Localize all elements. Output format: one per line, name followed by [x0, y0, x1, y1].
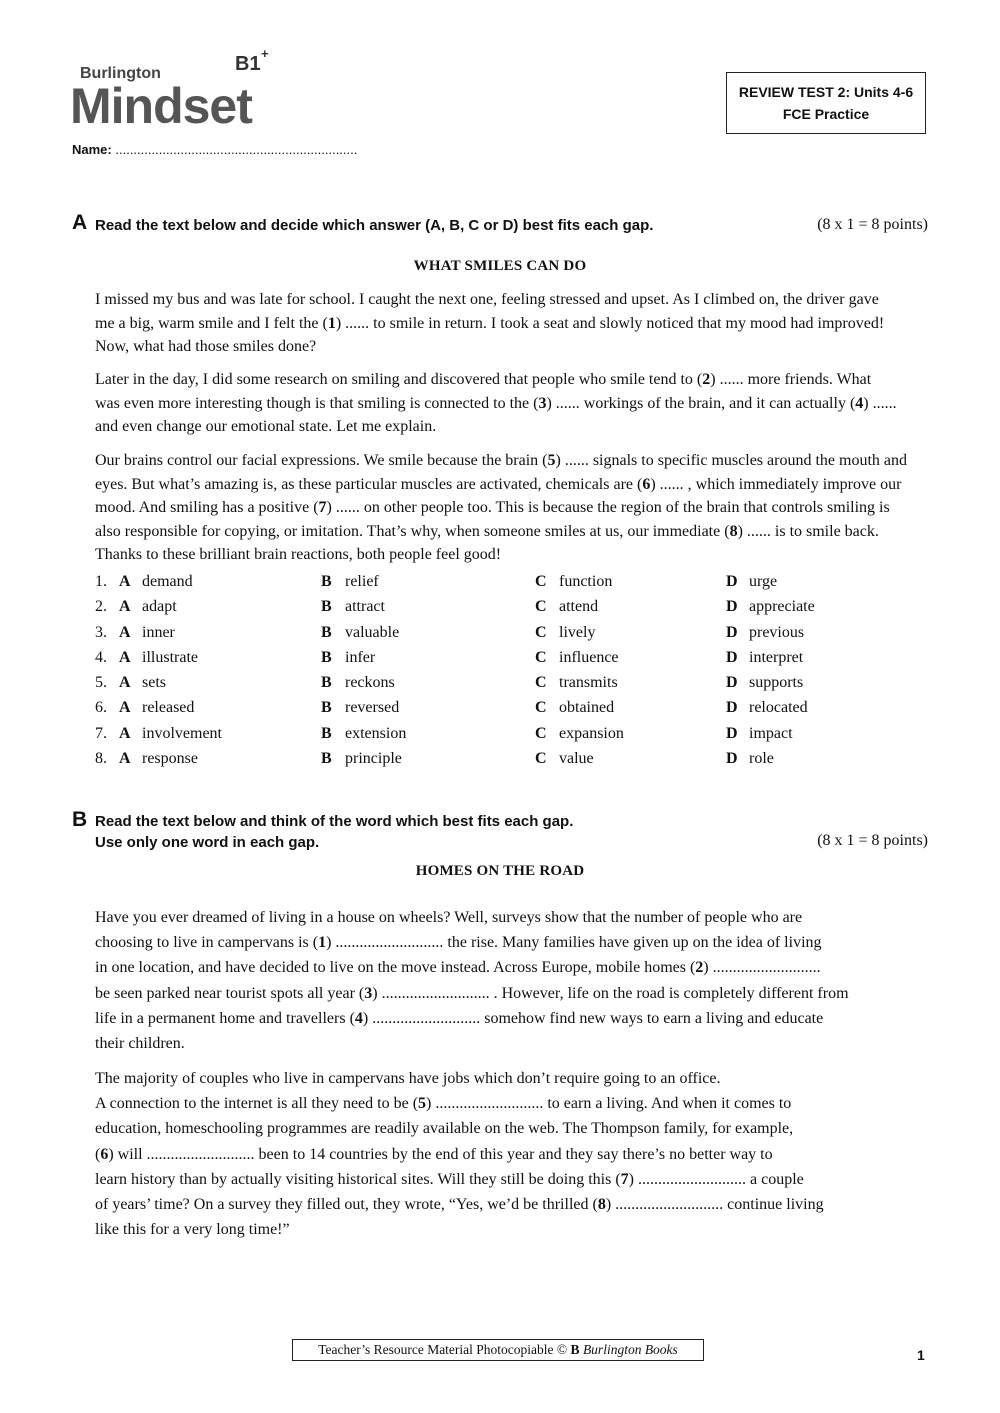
burlington-mindset-logo — [68, 48, 283, 130]
section-b-paragraph-1: Have you ever dreamed of living in a house on wheels? Well, surveys show that the number of people who are choosing to live in campervans is (1) ........................... the rise. Many families have given up on the idea of living in one location, and have decided to live on the move instead. Across Europe, mobile homes (2) ........................... be seen parked near tourist spots all year (3) ........................... . However, life on the road is completely different from life in a permanent home and travellers (4) ........................... somehow find new ways to earn a living and educate their children. — [95, 909, 849, 1053]
section-b-instruction — [95, 811, 573, 853]
option-2-d[interactable]: appreciate — [749, 598, 815, 616]
option-5-c[interactable]: transmits — [559, 674, 618, 692]
option-6-d[interactable]: relocated — [749, 699, 808, 717]
page-number: 1 — [917, 1347, 925, 1363]
option-8-a[interactable]: response — [142, 750, 198, 768]
review-test-box — [726, 72, 926, 134]
section-a-paragraph-2: Later in the day, I did some research on smiling and discovered that people who smile tend to (2) ...... more friends. What was even more interesting though is that smiling is connected to the (3) ...... workings of the brain, and it can actually (4) ...... and even change our emotional state. Let me explain. — [95, 371, 897, 435]
option-6-b[interactable]: reversed — [345, 699, 400, 717]
option-row-2: 2. A adapt B attract C attend D appreciate — [95, 598, 815, 616]
option-5-d[interactable]: supports — [749, 674, 804, 692]
option-3-c[interactable]: lively — [559, 623, 596, 641]
section-b-instruction-line-1: Read the text below and think of the word which best fits each gap. — [95, 813, 574, 830]
option-1-c[interactable]: function — [559, 573, 613, 590]
logo-level-text: B1 — [235, 53, 261, 75]
option-row-1: 1. A demand B relief C function D urge — [95, 573, 778, 590]
option-6-c[interactable]: obtained — [559, 699, 615, 717]
option-row-5: 5. A sets B reckons C transmits D supports — [95, 674, 804, 692]
option-8-c[interactable]: value — [559, 750, 594, 768]
option-2-a[interactable]: adapt — [142, 598, 177, 616]
option-row-3: 3. A inner B valuable C lively D previous — [95, 623, 805, 641]
burlington-mark-icon: B — [570, 1342, 580, 1357]
section-b-paragraph-2: The majority of couples who live in campervans have jobs which don’t require going to an office. A connection to the internet is all they need to be (5) ........................... to earn a living. And when it comes to education, homeschooling programmes are readily available on the web. The Thompson family, for example, (6) will ........................... been to 14 countries by the end of this year and they say there’s no better way to learn history than by actually visiting historical sites. Will they still be doing this (7) ........................... a couple of years’ time? On a survey they filled out, they wrote, “Yes, we’d be thrilled (8) ........................... continue living like this for a very long time!” — [95, 1070, 824, 1239]
option-5-b[interactable]: reckons — [345, 674, 395, 692]
section-b-instruction-line-2: Use only one word in each gap. — [95, 834, 320, 851]
name-field[interactable] — [72, 142, 357, 157]
option-row-7: 7. A involvement B extension C expansion D impact — [95, 724, 793, 742]
option-row-4: 4. A illustrate B infer C influence D interpret — [95, 648, 804, 666]
logo-brand-text: Burlington — [80, 65, 161, 82]
option-3-a[interactable]: inner — [142, 623, 175, 641]
option-5-a[interactable]: sets — [142, 674, 166, 692]
option-2-b[interactable]: attract — [345, 598, 385, 616]
review-test-title: REVIEW TEST 2: Units 4-6 — [738, 84, 914, 100]
section-b-text-title: HOMES ON THE ROAD — [415, 863, 585, 879]
section-a-paragraph-3: Our brains control our facial expressions. We smile because the brain (5) ...... signals to specific muscles around the mouth and eyes. But what’s amazing is, as these particular muscles are activated, chemicals are (6) ...... , which immediately improve our mood. And smiling has a positive (7) ...... on other people too. This is because the region of the brain that controls smiling is also responsible for copying, or imitation. That’s why, when someone smiles at us, our immediate (8) ...... is to smile back. Thanks to these brilliant brain reactions, both people feel good! — [95, 452, 907, 563]
section-b-points: (8 x 1 = 8 points) — [817, 832, 928, 849]
option-4-c[interactable]: influence — [559, 648, 619, 666]
option-2-c[interactable]: attend — [559, 598, 599, 616]
review-test-subtitle: FCE Practice — [782, 106, 870, 122]
section-a-letter: A — [72, 211, 88, 234]
option-4-d[interactable]: interpret — [749, 648, 804, 666]
name-label: Name: — [72, 142, 112, 157]
option-4-b[interactable]: infer — [345, 648, 376, 666]
section-a-text-title: WHAT SMILES CAN DO — [413, 258, 587, 274]
multiple-choice-options — [95, 573, 915, 775]
option-3-b[interactable]: valuable — [345, 623, 400, 641]
option-6-a[interactable]: released — [142, 699, 195, 717]
option-7-a[interactable]: involvement — [142, 724, 222, 742]
section-b-letter: B — [72, 808, 88, 831]
logo-level-superscript: + — [261, 48, 269, 61]
name-dots: ................................................................... — [115, 142, 358, 157]
option-1-d[interactable]: urge — [749, 573, 778, 590]
option-row-8: 8. A response B principle C value D role — [95, 750, 774, 768]
logo-title-text: Mindset — [70, 78, 252, 130]
option-4-a[interactable]: illustrate — [142, 648, 198, 666]
option-8-b[interactable]: principle — [345, 750, 402, 768]
section-a-paragraph-1: I missed my bus and was late for school. I caught the next one, feeling stressed and upset. As I climbed on, the driver gave me a big, warm smile and I felt the (1) ...... to smile in return. I took a seat and slowly noticed that my mood had improved! Now, what had those smiles done? — [95, 291, 885, 355]
section-a-points: (8 x 1 = 8 points) — [817, 216, 928, 233]
option-3-d[interactable]: previous — [749, 623, 805, 641]
option-1-a[interactable]: demand — [142, 573, 193, 590]
option-7-b[interactable]: extension — [345, 724, 407, 742]
option-7-d[interactable]: impact — [749, 724, 793, 742]
option-1-b[interactable]: relief — [345, 573, 379, 590]
section-a-instruction: Read the text below and decide which answer (A, B, C or D) best fits each gap. — [95, 217, 654, 234]
footer-copyright: Teacher’s Resource Material Photocopiable © B Burlington Books — [292, 1339, 704, 1361]
option-8-d[interactable]: role — [749, 750, 774, 768]
option-7-c[interactable]: expansion — [559, 724, 624, 742]
option-row-6: 6. A released B reversed C obtained D relocated — [95, 699, 808, 717]
